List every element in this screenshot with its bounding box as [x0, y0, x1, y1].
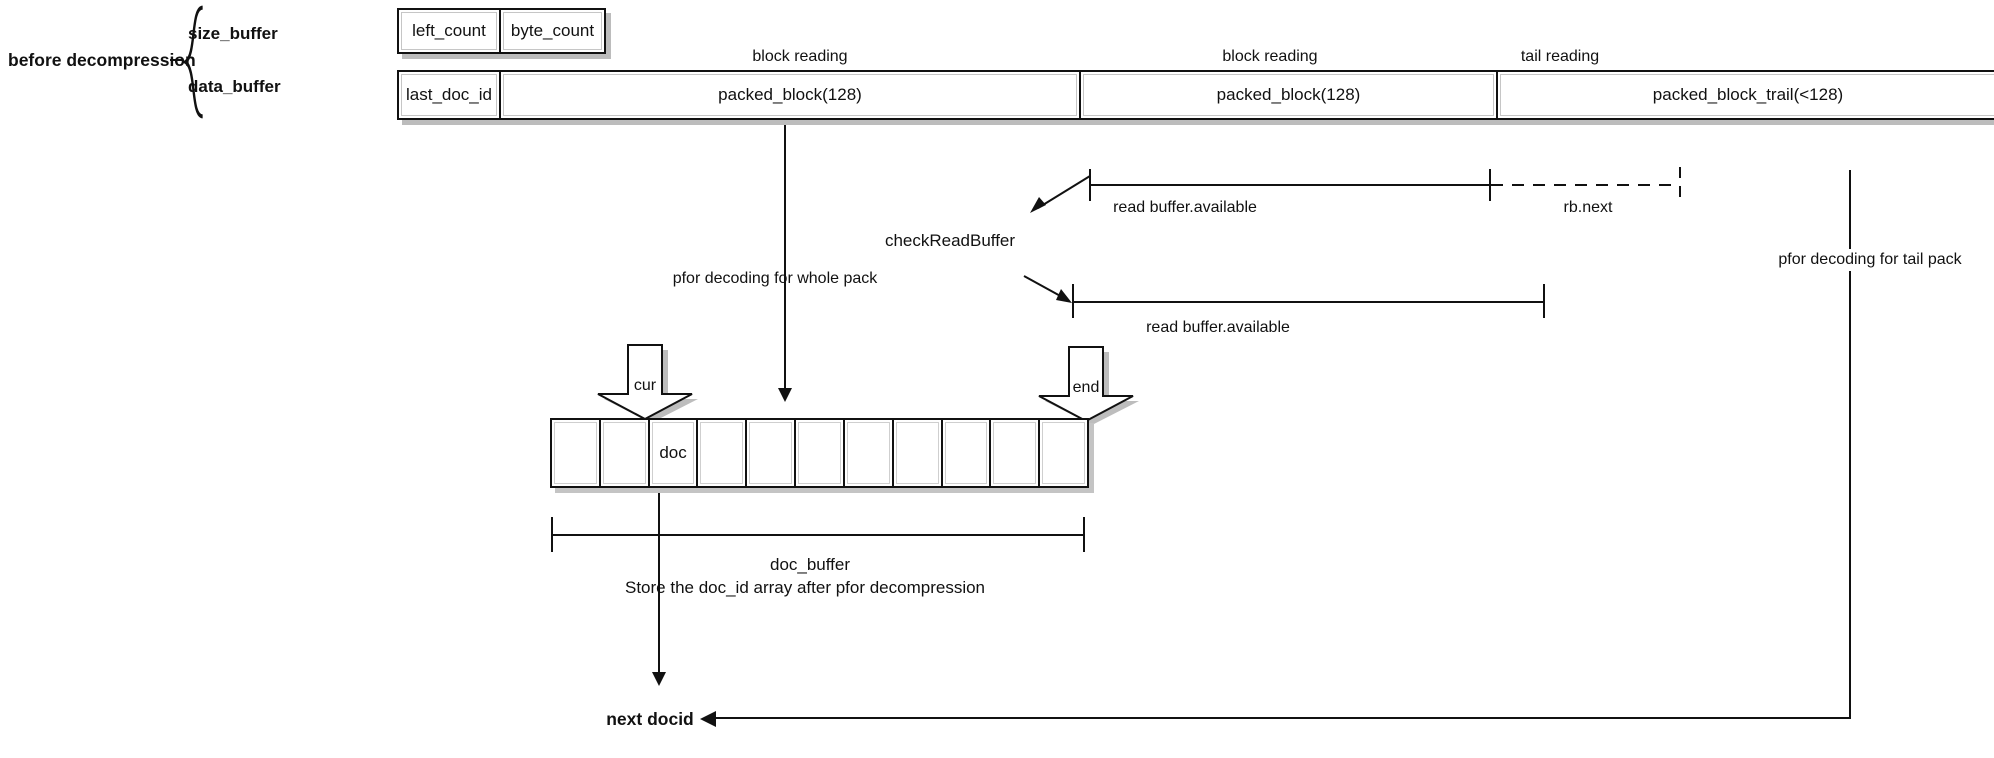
pfor-whole-arrow-line [784, 122, 786, 388]
next-docid-arrow-line [714, 717, 1851, 719]
doc-label: doc [659, 443, 687, 462]
data-buffer-row [397, 70, 1994, 120]
rb-next-tick-bottom [1679, 186, 1681, 197]
size-buffer-label: size_buffer [188, 24, 278, 43]
doc-buffer-description: Store the doc_id array after pfor decompression [624, 578, 986, 597]
tail-reading-label: tail reading [1520, 48, 1600, 65]
size-buffer-row [397, 8, 606, 54]
doc-row-cell [991, 420, 1040, 486]
cur-label: cur [633, 377, 657, 394]
read-available-1-label: read buffer.available [1113, 199, 1257, 216]
pfor-whole-arrowhead-icon [778, 388, 792, 402]
doc-row-cell [1040, 420, 1087, 486]
rb-next-label: rb.next [1563, 199, 1613, 216]
size-buffer-cell: left_count [397, 8, 501, 54]
data-buffer-cell: packed_block_trail(<128) [1496, 70, 1994, 120]
rb-next-tick-top [1679, 167, 1681, 178]
doc-row-cell [747, 420, 796, 486]
doc-row-cell [601, 420, 650, 486]
pfor-tail-label: pfor decoding for tail pack [1778, 251, 1962, 268]
doc-row-cell [698, 420, 747, 486]
doc-buffer-bracket-tick-right [1083, 517, 1085, 552]
next-docid-label: next docid [606, 709, 694, 729]
read-available-1-line [1090, 184, 1490, 186]
doc-row-cell [552, 420, 601, 486]
data-buffer-cell: packed_block(128) [499, 70, 1081, 120]
doc-buffer-title: doc_buffer [769, 555, 851, 574]
doc-buffer-bracket-line [552, 534, 1085, 536]
doc-buffer-cell-row [550, 418, 1089, 488]
doc-arrowhead-icon [652, 672, 666, 686]
pfor-whole-label: pfor decoding for whole pack [672, 270, 878, 287]
arrowhead-icon [1030, 197, 1046, 213]
data-buffer-cell: last_doc_id [397, 70, 501, 120]
block-reading-label-2: block reading [1222, 48, 1318, 65]
pfor-tail-line-lower [1849, 271, 1851, 718]
before-decompression-label: before decompression [8, 50, 196, 70]
end-label: end [1072, 379, 1100, 396]
check-read-buffer-arrow [1022, 172, 1094, 218]
data-buffer-cell: packed_block(128) [1079, 70, 1498, 120]
read-available-2-tick-right [1543, 284, 1545, 318]
data-buffer-label: data_buffer [188, 77, 281, 96]
size-buffer-cell: byte_count [499, 8, 606, 54]
read-available-2-line [1073, 301, 1545, 303]
check-read-buffer-label: checkReadBuffer [884, 231, 1016, 250]
block-reading-label-1: block reading [752, 48, 848, 65]
doc-row-cell [796, 420, 845, 486]
doc-row-cell [650, 420, 699, 486]
doc-row-cell [894, 420, 943, 486]
read-available-2-arrow [1018, 272, 1080, 308]
doc-row-cell [943, 420, 992, 486]
read-available-2-label: read buffer.available [1146, 319, 1290, 336]
arrowhead-icon [1056, 289, 1072, 303]
doc-row-cell [845, 420, 894, 486]
pfor-tail-line-upper [1849, 170, 1851, 249]
rb-next-dashed-line [1491, 184, 1680, 186]
doc-buffer-bracket-tick-left [551, 517, 553, 552]
